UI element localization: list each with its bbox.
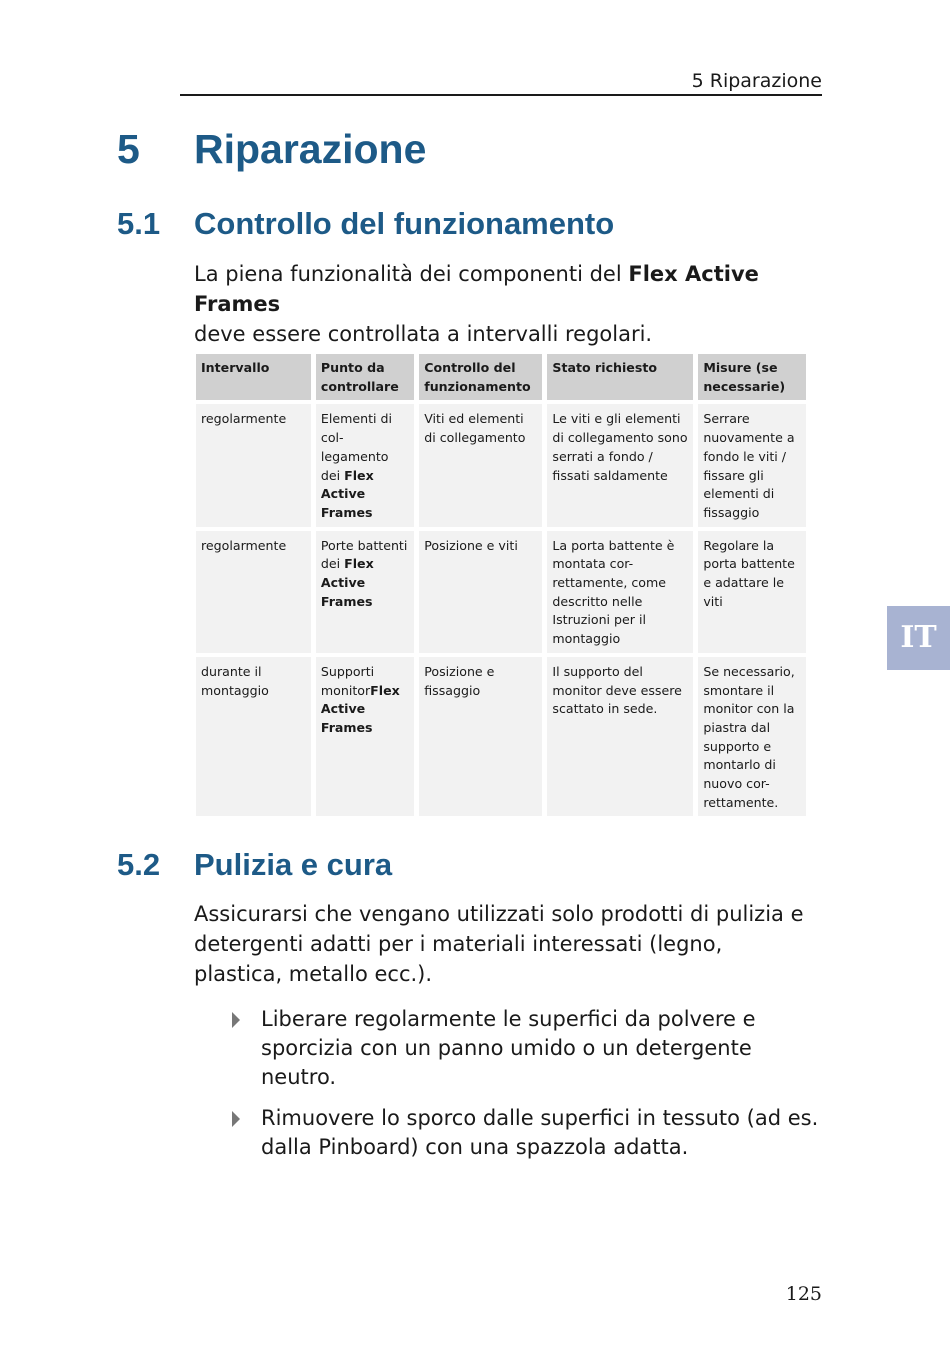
cell-interval: durante il montaggio (196, 657, 311, 817)
intro-text: La piena funzionalità dei componenti del (194, 262, 629, 286)
section-number: 5.1 (117, 206, 161, 241)
list-item (261, 1005, 821, 1092)
table-header-row (196, 354, 806, 400)
header-function-check: Controllo del funzionamento (419, 354, 542, 400)
cell-function-check: Viti ed elementi di collegamento (419, 404, 542, 526)
chapter-title: Riparazione (194, 126, 427, 172)
cell-interval: regolarmente (196, 531, 311, 653)
list-item (261, 1104, 821, 1162)
running-header: 5 Riparazione (180, 70, 822, 96)
bullet-text: Rimuovere lo sporco dalle superfici in tessuto (ad es. dalla Pinboard) con una spazzola adatta. (261, 1106, 819, 1159)
header-measures: Misure (se necessarie) (698, 354, 806, 400)
cell-required-state: La porta battente è montata cor-rettamente, come descritto nelle Istruzioni per il montaggio (547, 531, 693, 653)
header-required-state: Stato richiesto (547, 354, 693, 400)
cell-measures: Regolare la porta battente e adattare le viti (698, 531, 806, 653)
table-row (196, 531, 806, 653)
cell-check-point: Elementi di col-legamento dei Flex Active Frames (316, 404, 414, 526)
cell-function-check: Posizione e viti (419, 531, 542, 653)
cell-required-state: Le viti e gli elementi di collegamento sono serrati a fondo / fissati saldamente (547, 404, 693, 526)
cell-function-check: Posizione e fissaggio (419, 657, 542, 817)
section-intro-5-1 (194, 259, 814, 349)
triangle-right-icon (232, 1111, 240, 1127)
triangle-right-icon (232, 1012, 240, 1028)
page-number: 125 (785, 1283, 822, 1305)
section-intro-5-2: Assicurarsi che vengano utilizzati solo prodotti di pulizia e detergenti adatti per i materiali interessati (legno, plastica, metallo ecc.). (194, 902, 804, 986)
maintenance-table (191, 350, 811, 820)
cell-check-point: Porte battenti dei Flex Active Frames (316, 531, 414, 653)
intro-text-continued: deve essere controllata a intervalli regolari. (194, 322, 653, 346)
product-name: Flex Active Frames (194, 262, 759, 316)
table-row (196, 404, 806, 526)
section-number: 5.2 (117, 847, 161, 882)
cell-interval: regolarmente (196, 404, 311, 526)
section-title: Pulizia e cura (194, 847, 393, 882)
cell-required-state: Il supporto del monitor deve essere scattato in sede. (547, 657, 693, 817)
header-check-point: Punto da controllare (316, 354, 414, 400)
cell-measures: Serrare nuovamente a fondo le viti / fissare gli elementi di fissaggio (698, 404, 806, 526)
cell-check-point: Supporti monitorFlex Active Frames (316, 657, 414, 817)
chapter-number: 5 (117, 126, 140, 172)
bullet-text: Liberare regolarmente le superfici da polvere e sporcizia con un panno umido o un detergente neutro. (261, 1007, 756, 1089)
header-interval: Intervallo (196, 354, 311, 400)
cell-measures: Se necessario, smontare il monitor con la piastra dal supporto e montarlo di nuovo cor-rettamente. (698, 657, 806, 817)
section-title: Controllo del funzionamento (194, 206, 615, 241)
language-tab: IT (887, 606, 950, 670)
table-row (196, 657, 806, 817)
